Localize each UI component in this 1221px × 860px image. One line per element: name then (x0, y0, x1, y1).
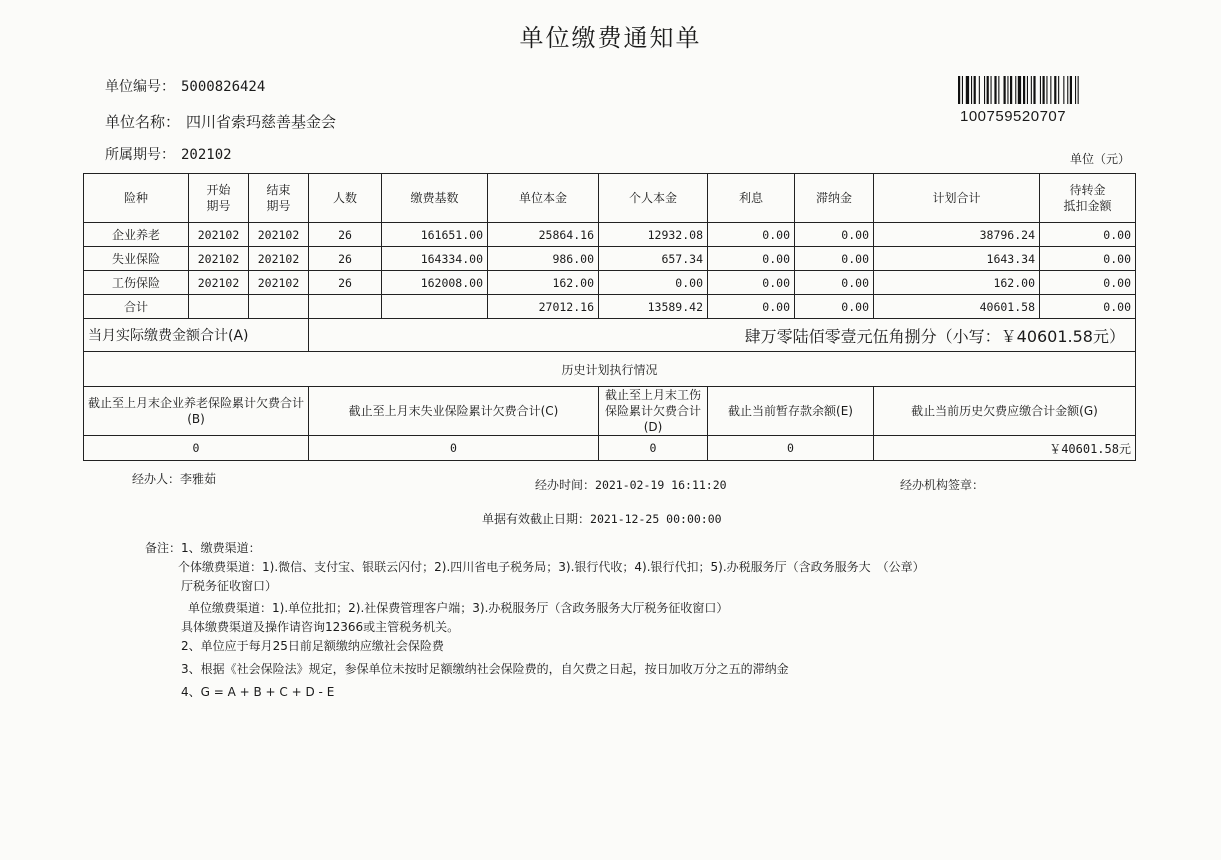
period-label: 所属期号： (105, 147, 175, 163)
interest-cell: 0.00 (708, 271, 795, 295)
interest-cell: 0.00 (708, 247, 795, 271)
org-seal-label: 经办机构签章： (900, 478, 985, 492)
deduction-cell: 0.00 (1040, 247, 1136, 271)
note-item-1-title: 1、缴费渠道： (181, 541, 261, 555)
valid-until-label: 单据有效截止日期： (482, 512, 591, 526)
period-value: 202102 (181, 147, 232, 163)
start-period-cell: 202102 (189, 271, 249, 295)
total-label-cell: 合计 (84, 295, 189, 319)
end-period-cell: 202102 (249, 271, 309, 295)
unit-name-value: 四川省索玛慈善基金会 (186, 113, 337, 131)
unit-number-label: 单位编号： (105, 79, 175, 95)
note-unit-channels: 单位缴费渠道：1).单位批扣；2).社保费管理客户端；3).办税服务厅（含政务服务大厅税务征收窗口） (188, 601, 729, 615)
note-item-4: 4、G = A + B + C + D - E (181, 685, 335, 699)
history-value-cell: ￥40601.58元 (874, 436, 1136, 461)
table-row (84, 223, 1136, 247)
handled-time-label: 经办时间： (535, 478, 596, 492)
empty-cell (382, 295, 488, 319)
handled-time-line (535, 476, 727, 493)
history-title: 历史计划执行情况 (84, 352, 1136, 387)
history-header-row (84, 387, 1136, 436)
header-cell: 结束 期号 (249, 174, 309, 223)
plan-total-cell: 162.00 (874, 271, 1040, 295)
notes-prefix (145, 538, 261, 559)
insurance-type-cell: 工伤保险 (84, 271, 189, 295)
table-row (84, 271, 1136, 295)
period-line (105, 144, 232, 164)
unit-number-value: 5000826424 (181, 79, 266, 95)
table-row (84, 247, 1136, 271)
late-fee-cell: 0.00 (795, 271, 874, 295)
plan-total-cell: 1643.34 (874, 247, 1040, 271)
history-header-cell: 截止至上月末失业保险累计欠费合计(C) (309, 387, 599, 436)
headcount-cell: 26 (309, 247, 382, 271)
note-personal-channels (178, 557, 925, 578)
empty-cell (249, 295, 309, 319)
barcode-number: 100759520707 (960, 108, 1067, 125)
valid-until-line (482, 510, 722, 527)
header-cell: 利息 (708, 174, 795, 223)
deduction-cell: 0.00 (1040, 271, 1136, 295)
empty-cell (309, 295, 382, 319)
unit-principal-cell: 25864.16 (488, 223, 599, 247)
personal-principal-cell: 13589.42 (599, 295, 708, 319)
headcount-cell: 26 (309, 271, 382, 295)
interest-cell: 0.00 (708, 295, 795, 319)
notes-label: 备注： (145, 541, 182, 555)
base-cell: 162008.00 (382, 271, 488, 295)
personal-principal-cell: 12932.08 (599, 223, 708, 247)
end-period-cell: 202102 (249, 247, 309, 271)
document-title: 单位缴费通知单 (519, 24, 702, 52)
handler-label: 经办人： (132, 472, 181, 486)
monthly-total-label: 当月实际缴费金额合计(A) (84, 319, 309, 352)
interest-cell: 0.00 (708, 223, 795, 247)
history-header-cell: 截止至上月末企业养老保险累计欠费合计(B) (84, 387, 309, 436)
header-cell: 待转金 抵扣金额 (1040, 174, 1136, 223)
header-cell: 单位本金 (488, 174, 599, 223)
base-cell: 161651.00 (382, 223, 488, 247)
personal-principal-cell: 0.00 (599, 271, 708, 295)
plan-total-cell: 38796.24 (874, 223, 1040, 247)
plan-total-cell: 40601.58 (874, 295, 1040, 319)
handler-line (132, 470, 216, 487)
header-cell: 滞纳金 (795, 174, 874, 223)
header-cell: 计划合计 (874, 174, 1040, 223)
barcode (958, 76, 1118, 104)
table-header-row (84, 174, 1136, 223)
header-cell: 个人本金 (599, 174, 708, 223)
personal-principal-cell: 657.34 (599, 247, 708, 271)
handler-value: 李雅茹 (180, 472, 217, 486)
history-value-cell: 0 (84, 436, 309, 461)
header-cell: 开始 期号 (189, 174, 249, 223)
history-value-row (84, 436, 1136, 461)
base-cell: 164334.00 (382, 247, 488, 271)
note-personal-text: 个体缴费渠道：1).微信、支付宝、银联云闪付；2).四川省电子税务局；3).银行代收；4).银行代扣；5).办税服务厅（含政务服务大 (178, 560, 871, 574)
table-total-row (84, 295, 1136, 319)
unit-name-line (105, 111, 336, 132)
history-value-cell: 0 (309, 436, 599, 461)
note-item-2: 2、单位应于每月25日前足额缴纳应缴社会保险费 (181, 639, 444, 653)
empty-cell (189, 295, 249, 319)
history-value-cell: 0 (708, 436, 874, 461)
currency-unit-note: 单位（元） (1070, 152, 1131, 166)
unit-principal-cell: 986.00 (488, 247, 599, 271)
deduction-cell: 0.00 (1040, 223, 1136, 247)
unit-principal-cell: 27012.16 (488, 295, 599, 319)
history-header-cell: 截止至上月末工伤保险累计欠费合计(D) (599, 387, 708, 436)
late-fee-cell: 0.00 (795, 295, 874, 319)
note-item-3: 3、根据《社会保险法》规定，参保单位未按时足额缴纳社会保险费的，自欠费之日起，按日加收万分之五的滞纳金 (181, 662, 789, 676)
late-fee-cell: 0.00 (795, 247, 874, 271)
insurance-type-cell: 失业保险 (84, 247, 189, 271)
history-header-cell: 截止当前历史欠费应缴合计金额(G) (874, 387, 1136, 436)
unit-principal-cell: 162.00 (488, 271, 599, 295)
header-cell: 缴费基数 (382, 174, 488, 223)
start-period-cell: 202102 (189, 247, 249, 271)
late-fee-cell: 0.00 (795, 223, 874, 247)
stamp-text: （公章） (876, 560, 925, 574)
header-cell: 人数 (309, 174, 382, 223)
history-title-row (84, 352, 1136, 387)
header-cell: 险种 (84, 174, 189, 223)
note-consult: 具体缴费渠道及操作请咨询12366或主管税务机关。 (181, 620, 460, 634)
unit-name-label: 单位名称： (105, 113, 181, 131)
history-value-cell: 0 (599, 436, 708, 461)
handled-time-value: 2021-02-19 16:11:20 (595, 478, 727, 492)
end-period-cell: 202102 (249, 223, 309, 247)
insurance-type-cell: 企业养老 (84, 223, 189, 247)
history-header-cell: 截止当前暂存款余额(E) (708, 387, 874, 436)
unit-number-line (105, 76, 265, 96)
contribution-table (83, 173, 1136, 461)
start-period-cell: 202102 (189, 223, 249, 247)
monthly-total-row (84, 319, 1136, 352)
note-personal-channels-cont: 厅税务征收窗口） (181, 579, 278, 593)
deduction-cell: 0.00 (1040, 295, 1136, 319)
headcount-cell: 26 (309, 223, 382, 247)
valid-until-value: 2021-12-25 00:00:00 (590, 512, 722, 526)
monthly-total-value: 肆万零陆佰零壹元伍角捌分（小写：￥40601.58元） (309, 319, 1136, 352)
